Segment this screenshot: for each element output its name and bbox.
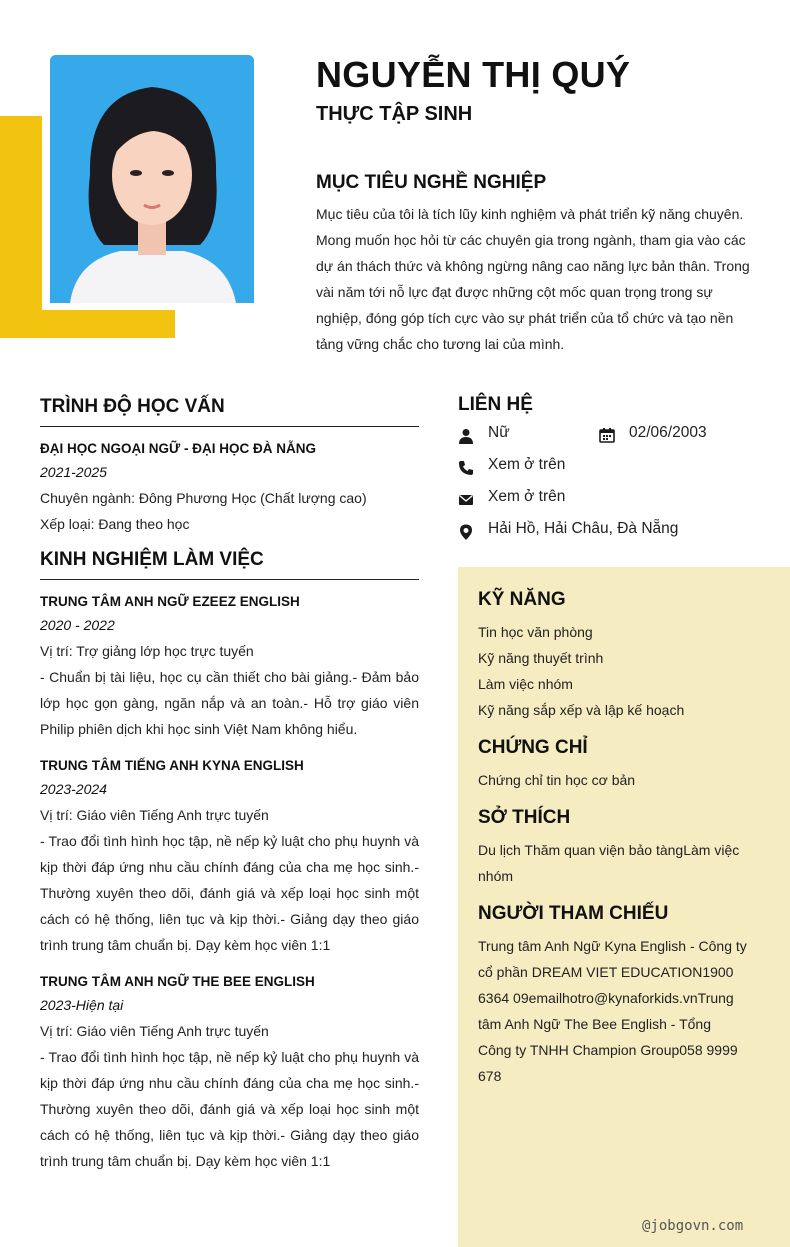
skills-section xyxy=(478,589,770,723)
candidate-role: THỰC TẬP SINH xyxy=(316,103,473,125)
certificate-item: Chứng chỉ tin học cơ bản xyxy=(478,772,636,788)
contact-row-gender-birthday xyxy=(458,420,758,452)
experience-position: Vị trí: Giáo viên Tiếng Anh trực tuyến xyxy=(40,1023,269,1039)
objective-section xyxy=(316,172,756,357)
education-grade: Xếp loại: Đang theo học xyxy=(40,516,190,532)
contact-title: LIÊN HỆ xyxy=(458,394,533,415)
experience-period: 2023-2024 xyxy=(40,781,107,797)
calendar-icon xyxy=(599,427,615,443)
references-title: NGƯỜI THAM CHIẾU xyxy=(478,903,669,924)
location-pin-icon xyxy=(458,524,474,540)
watermark: @jobgovn.com xyxy=(642,1218,744,1234)
accent-bar-vertical xyxy=(0,116,42,338)
hobbies-text: Du lịch Thăm quan viện bảo tàngLàm việc nhóm xyxy=(478,842,740,884)
left-column xyxy=(40,396,419,1188)
certificates-section xyxy=(478,737,770,793)
contact-row-address xyxy=(458,516,758,548)
education-title: TRÌNH ĐỘ HỌC VẤN xyxy=(40,396,419,427)
right-panel xyxy=(458,567,790,1247)
education-major: Chuyên ngành: Đông Phương Học (Chất lượng cao) xyxy=(40,490,367,506)
skills-title: KỸ NĂNG xyxy=(478,589,566,610)
experience-position: Vị trí: Giáo viên Tiếng Anh trực tuyến xyxy=(40,807,269,823)
skill-item: Kỹ năng thuyết trình xyxy=(478,650,604,666)
skill-item: Tin học văn phòng xyxy=(478,624,593,640)
education-item xyxy=(40,439,419,537)
experience-period: 2023-Hiện tại xyxy=(40,997,124,1013)
hobbies-title: SỞ THÍCH xyxy=(478,807,571,828)
experience-org: TRUNG TÂM TIẾNG ANH KYNA ENGLISH xyxy=(40,758,304,773)
references-text: Trung tâm Anh Ngữ Kyna English - Công ty cổ phần DREAM VIET EDUCATION1900 6364 09emailhotro@kynaforkids.vnTrung tâm Anh Ngữ The Bee English - Tổng Công ty TNHH Champion Group058 9999 678 xyxy=(478,938,747,1084)
experience-desc: - Trao đổi tình hình học tập, nề nếp kỷ luật cho phụ huynh và kịp thời đáp ứng nhu cầu chính đáng của cha mẹ học sinh.- Thường xuyên theo dõi, đánh giá và xếp loại học sinh một cách có hệ thống, liên tục và kịp thời.- Giảng dạy theo giáo trình trung tâm chuẩn bị. Dạy kèm học viên 1:1 xyxy=(40,833,419,953)
objective-title: MỤC TIÊU NGHỀ NGHIỆP xyxy=(316,172,547,193)
experience-org: TRUNG TÂM ANH NGỮ THE BEE ENGLISH xyxy=(40,974,315,989)
experience-position: Vị trí: Trợ giảng lớp học trực tuyến xyxy=(40,643,254,659)
accent-bar-horizontal xyxy=(0,310,175,338)
education-period: 2021-2025 xyxy=(40,464,107,480)
contact-address: Hải Hồ, Hải Châu, Đà Nẵng xyxy=(488,520,679,537)
person-icon xyxy=(458,428,474,444)
references-section xyxy=(478,903,770,1089)
skill-item: Làm việc nhóm xyxy=(478,676,573,692)
experience-desc: - Trao đổi tình hình học tập, nề nếp kỷ luật cho phụ huynh và kịp thời đáp ứng nhu cầu chính đáng của cha mẹ học sinh.- Thường xuyên theo dõi, đánh giá và xếp loại học sinh một cách có hệ thống, liên tục và kịp thời.- Giảng dạy theo giáo trình trung tâm chuẩn bị. Dạy kèm học viên 1:1 xyxy=(40,1049,419,1169)
mail-icon xyxy=(458,492,474,508)
experience-item xyxy=(40,756,419,958)
profile-photo xyxy=(50,55,254,303)
contact-gender: Nữ xyxy=(488,424,510,441)
contact-row-phone xyxy=(458,452,758,484)
hobbies-section xyxy=(478,807,770,889)
skill-item: Kỹ năng sắp xếp và lập kế hoạch xyxy=(478,702,685,718)
contact-birthday: 02/06/2003 xyxy=(629,424,707,441)
phone-icon xyxy=(458,460,474,476)
contact-email: Xem ở trên xyxy=(488,488,566,505)
experience-item xyxy=(40,972,419,1174)
objective-text: Mục tiêu của tôi là tích lũy kinh nghiệm và phát triển kỹ năng chuyên. Mong muốn học hỏi từ các chuyên gia trong ngành, tham gia vào các dự án thách thức và không ngừng nâng cao năng lực bản thân. Trong vài năm tới nỗ lực đạt được những cột mốc quan trọng trong sự nghiệp, đóng góp tích cực vào sự phát triển của tổ chức và tạo nền tảng vững chắc cho tương lai của mình. xyxy=(316,206,750,352)
experience-period: 2020 - 2022 xyxy=(40,617,115,633)
portrait-illustration xyxy=(50,55,254,303)
candidate-name: NGUYỄN THỊ QUÝ xyxy=(316,54,631,95)
contact-phone: Xem ở trên xyxy=(488,456,566,473)
education-org: ĐẠI HỌC NGOẠI NGỮ - ĐẠI HỌC ĐÀ NẴNG xyxy=(40,441,316,456)
experience-desc: - Chuẩn bị tài liệu, học cụ cần thiết cho bài giảng.- Đảm bảo lớp học gọn gàng, ngăn nắp và an toàn.- Hỗ trợ giáo viên Philip phiên dịch khi học sinh Việt Nam không hiểu. xyxy=(40,669,419,737)
certificates-title: CHỨNG CHỈ xyxy=(478,737,588,758)
experience-org: TRUNG TÂM ANH NGỮ EZEEZ ENGLISH xyxy=(40,594,300,609)
contact-section xyxy=(458,394,758,548)
experience-title: KINH NGHIỆM LÀM VIỆC xyxy=(40,549,419,580)
contact-row-email xyxy=(458,484,758,516)
experience-item xyxy=(40,592,419,742)
